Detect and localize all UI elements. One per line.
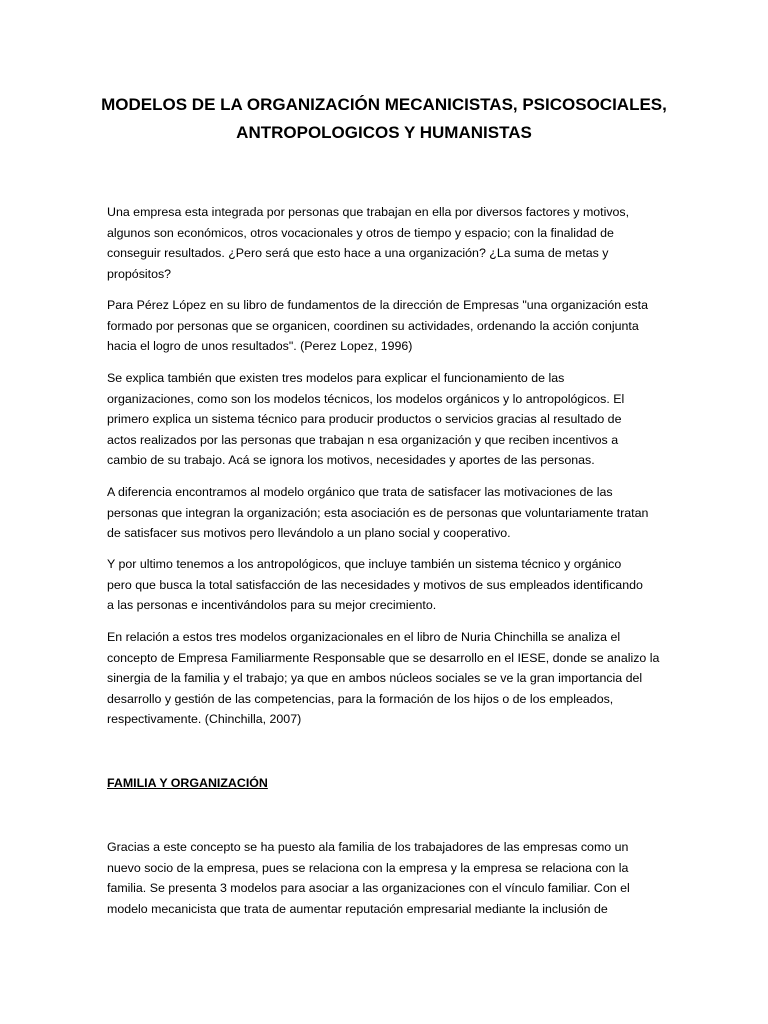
paragraph-organic-model xyxy=(107,482,667,544)
text-line: pero que busca la total satisfacción de las necesidades y motivos de sus empleados identificando xyxy=(107,577,643,592)
text-line: propósitos? xyxy=(107,266,172,281)
paragraph-family-organization xyxy=(107,837,667,919)
text-line: Se explica también que existen tres modelos para explicar el funcionamiento de las xyxy=(107,371,565,385)
section-heading: FAMILIA Y ORGANIZACIÓN xyxy=(107,776,268,790)
text-line: conseguir resultados. ¿Pero será que esto hace a una organización? ¿La suma de metas y xyxy=(107,246,609,261)
text-line: familia. Se presenta 3 modelos para asociar a las organizaciones con el vínculo familiar. Con el xyxy=(107,881,630,896)
paragraph-intro xyxy=(107,202,667,284)
text-line: actos realizados por las personas que trabajan n esa organización y que reciben incentivos a xyxy=(107,432,619,447)
text-line: formado por personas que se organicen, coordinen su actividades, ordenando la acción conjunta xyxy=(107,318,639,333)
text-line: Para Pérez López en su libro de fundamentos de la dirección de Empresas "una organización esta xyxy=(107,298,648,312)
paragraph-three-models xyxy=(107,368,667,471)
text-line: desarrollo y gestión de las competencias, para la formación de los hijos o de los empleados, xyxy=(107,691,614,706)
text-line: nuevo socio de la empresa, pues se relaciona con la empresa y la empresa se relaciona con la xyxy=(107,860,629,875)
text-line: Y por ultimo tenemos a los antropológicos, que incluye también un sistema técnico y orgánico xyxy=(107,557,622,571)
paragraph-perez-lopez xyxy=(107,295,667,357)
document-title xyxy=(90,91,678,147)
text-line: primero explica un sistema técnico para producir productos o servicios gracias al resultado de xyxy=(107,412,622,427)
text-line: Una empresa esta integrada por personas que trabajan en ella por diversos factores y motivos, xyxy=(107,205,630,219)
text-line: a las personas e incentivándolos para su mejor crecimiento. xyxy=(107,598,437,613)
text-line: cambio de su trabajo. Acá se ignora los motivos, necesidades y aportes de las personas. xyxy=(107,453,595,468)
text-line: concepto de Empresa Familiarmente Responsable que se desarrollo en el IESE, donde se analizo la xyxy=(107,650,660,665)
text-line: organizaciones, como son los modelos técnicos, los modelos orgánicos y lo antropológicos. El xyxy=(107,391,625,406)
text-line: En relación a estos tres modelos organizacionales en el libro de Nuria Chinchilla se analiza el xyxy=(107,630,621,644)
text-line: sinergia de la familia y el trabajo; ya que en ambos núcleos sociales se ve la gran importancia del xyxy=(107,671,643,686)
text-line: algunos son económicos, otros vocacionales y otros de tiempo y espacio; con la finalidad de xyxy=(107,225,614,240)
text-line: modelo mecanicista que trata de aumentar reputación empresarial mediante la inclusión de xyxy=(107,901,608,916)
text-line: A diferencia encontramos al modelo orgánico que trata de satisfacer las motivaciones de las xyxy=(107,485,613,499)
title-line: ANTROPOLOGICOS Y HUMANISTAS xyxy=(236,123,532,142)
text-line: personas que integran la organización; esta asociación es de personas que voluntariamente tratan xyxy=(107,505,649,520)
text-line: respectivamente. (Chinchilla, 2007) xyxy=(107,712,302,727)
paragraph-chinchilla xyxy=(107,627,667,730)
text-line: de satisfacer sus motivos pero llevándolo a un plano social y cooperativo. xyxy=(107,526,511,541)
paragraph-anthropological-model xyxy=(107,554,667,616)
text-line: hacia el logro de unos resultados". (Perez Lopez, 1996) xyxy=(107,339,413,354)
text-line: Gracias a este concepto se ha puesto ala familia de los trabajadores de las empresas como un xyxy=(107,840,629,854)
title-line: MODELOS DE LA ORGANIZACIÓN MECANICISTAS, PSICOSOCIALES, xyxy=(101,95,667,114)
